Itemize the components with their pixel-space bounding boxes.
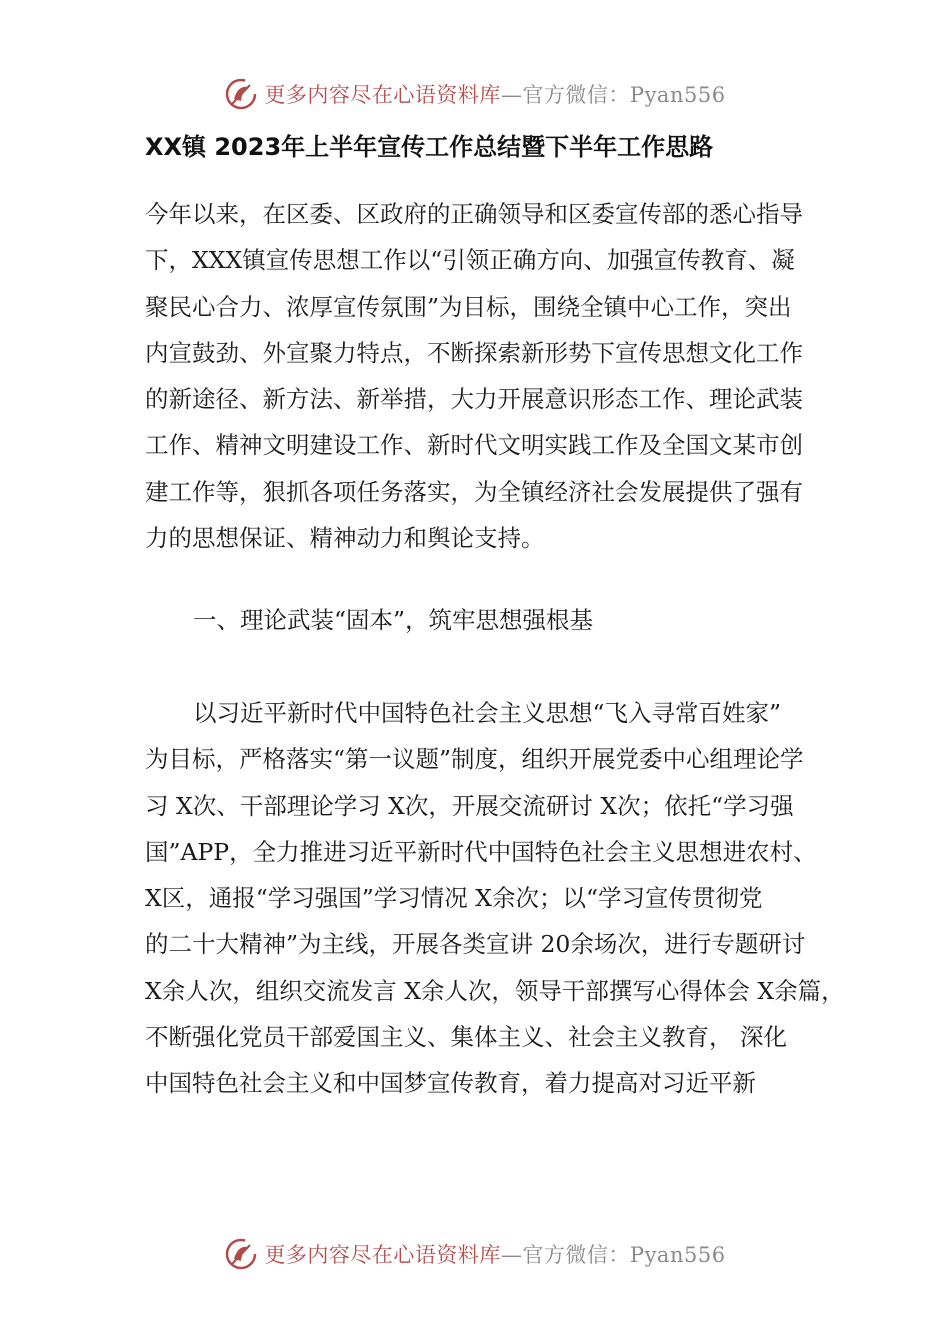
brand-logo-icon: [224, 77, 258, 111]
watermark-text: [264, 1239, 725, 1269]
brand-logo-icon: [224, 1237, 258, 1271]
paragraph-line: 国”APP，全力推进习近平新时代中国特色社会主义思想进农村、: [145, 837, 817, 866]
paragraph-line: 聚民心合力、浓厚宣传氛围”为目标，围绕全镇中心工作，突出: [145, 292, 792, 321]
section-body-paragraph: [145, 690, 845, 1107]
paragraph-line: 习 X次、干部理论学习 X次，开展交流研讨 X次；依托“学习强: [145, 791, 794, 820]
watermark-official-text: —官方微信：Pyan556: [500, 83, 726, 107]
paragraph-line: 的新途径、新方法、新举措，大力开展意识形态工作、理论武装: [145, 385, 803, 414]
watermark-text: [264, 79, 725, 109]
paragraph-line: X余人次，组织交流发言 X余人次，领导干部撰写心得体会 X余篇，: [145, 976, 845, 1005]
paragraph-line: 内宣鼓劲、外宣聚力特点，不断探索新形势下宣传思想文化工作: [145, 338, 803, 367]
paragraph-line: 不断强化党员干部爱国主义、集体主义、社会主义教育， 深化: [145, 1023, 787, 1052]
footer-watermark-banner: [0, 1234, 950, 1274]
intro-paragraph: [145, 191, 825, 561]
paragraph-line: 的二十大精神”为主线，开展各类宣讲 20余场次，进行专题研讨: [145, 930, 806, 959]
paragraph-line: 力的思想保证、精神动力和舆论支持。: [145, 524, 545, 553]
paragraph-line: 下，XXX镇宣传思想工作以“引领正确方向、加强宣传教育、凝: [145, 246, 795, 275]
paragraph-line: 中国特色社会主义和中国梦宣传教育，着力提高对习近平新: [145, 1069, 756, 1098]
paragraph-line: 工作、精神文明建设工作、新时代文明实践工作及全国文某市创: [145, 431, 803, 460]
document-title: XX镇 2023年上半年宣传工作总结暨下半年工作思路: [145, 133, 714, 161]
header-watermark-banner: [0, 74, 950, 114]
section-heading: [145, 597, 825, 643]
watermark-brand-text: 更多内容尽在心语资料库: [264, 83, 501, 107]
paragraph-line: 今年以来，在区委、区政府的正确领导和区委宣传部的悉心指导: [145, 200, 803, 228]
section-heading-text: 一、理论武装“固本”，筑牢思想强根基: [193, 606, 594, 634]
watermark-brand-text: 更多内容尽在心语资料库: [264, 1243, 501, 1267]
paragraph-line: 为目标，严格落实“第一议题”制度，组织开展党委中心组理论学: [145, 745, 804, 774]
watermark-official-text: —官方微信：Pyan556: [500, 1243, 726, 1267]
paragraph-line: 建工作等，狠抓各项任务落实，为全镇经济社会发展提供了强有: [145, 477, 803, 506]
paragraph-line: X区，通报“学习强国”学习情况 X余次；以“学习宣传贯彻党: [145, 884, 763, 913]
paragraph-line: 以习近平新时代中国特色社会主义思想“飞入寻常百姓家”: [193, 699, 782, 727]
